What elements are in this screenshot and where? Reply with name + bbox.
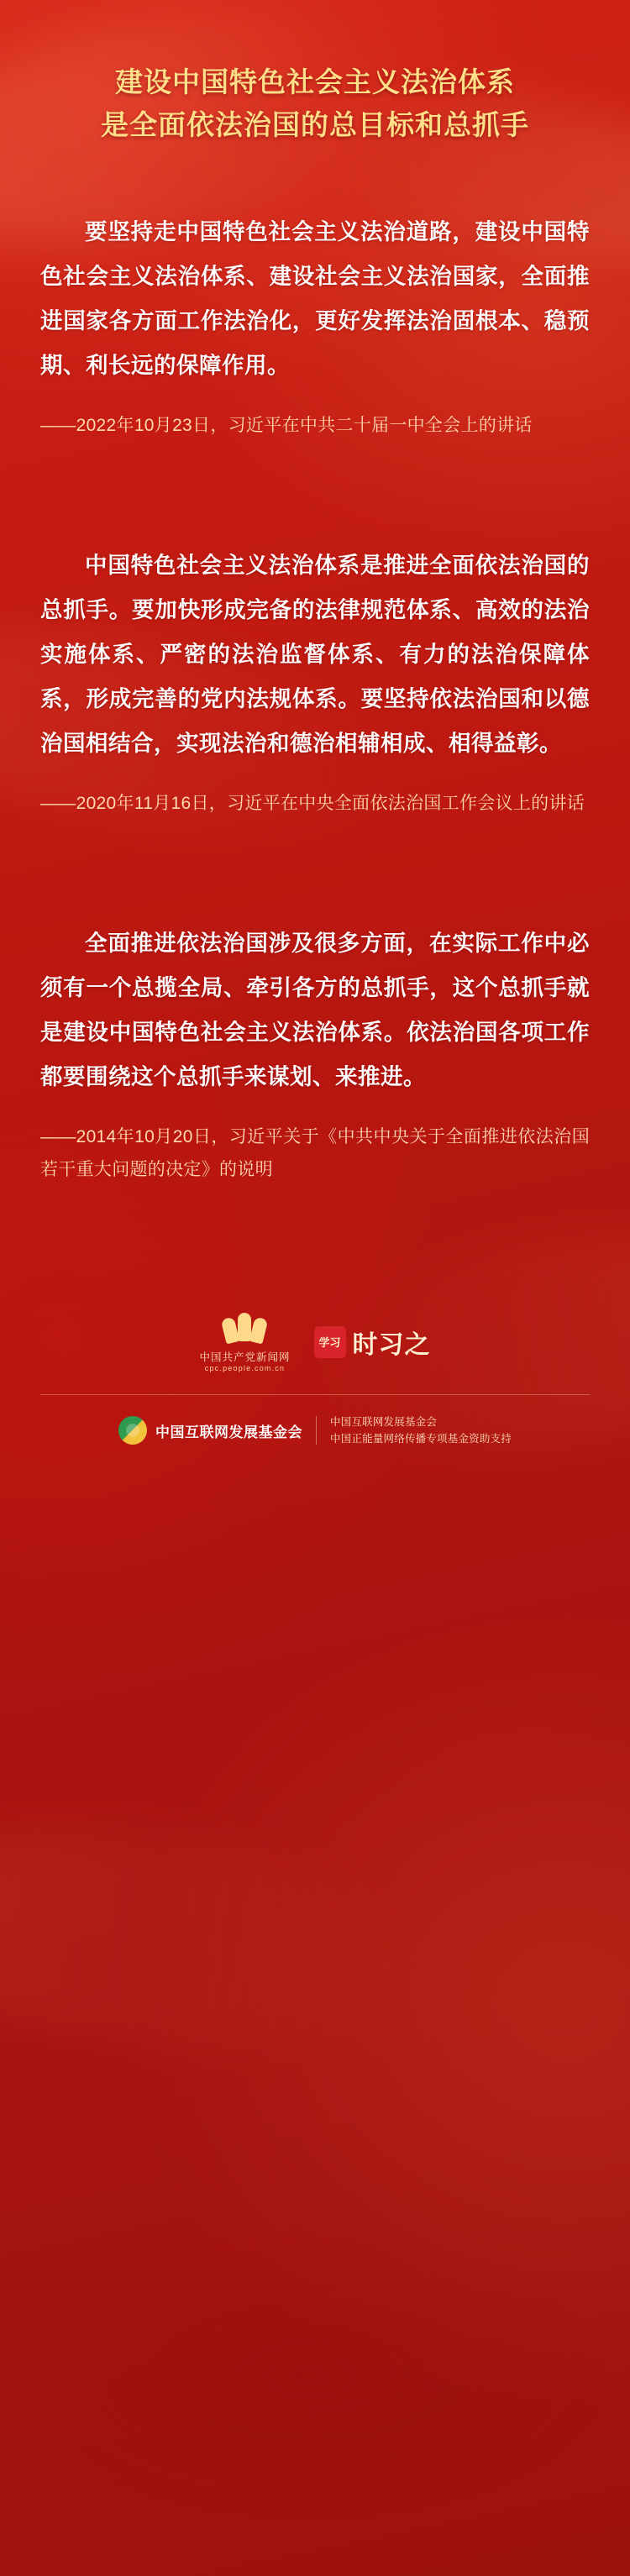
column-logo bbox=[314, 1324, 431, 1361]
fund-bar bbox=[40, 1394, 590, 1447]
quote-source-1: ——2022年10月23日，习近平在中共二十届一中全会上的讲话 bbox=[40, 416, 533, 436]
quote-source-2: ——2020年11月16日，习近平在中央全面依法治国工作会议上的讲话 bbox=[40, 794, 585, 814]
poster-footer bbox=[40, 1313, 590, 1482]
quote-text-2: 中国特色社会主义法治体系是推进全面依法治国的总抓手。要加快形成完备的法律规范体系、高效的法治实施体系、严密的法治监督体系、有力的法治保障体系，形成完善的党内法规体系。要坚持依法治国和以德治国相结合，实现法治和德治相辅相成、相得益彰。 bbox=[40, 553, 590, 757]
people-daily-name: 中国共产党新闻网 bbox=[199, 1351, 291, 1363]
seal-icon: 学习 bbox=[314, 1326, 346, 1358]
quote-source-3: ——2014年10月20日，习近平关于《中共中央关于全面推进依法治国若干重大问题的决定》的说明 bbox=[40, 1126, 590, 1179]
quote-section-1 bbox=[40, 210, 590, 443]
column-logo-text: 时习之 bbox=[352, 1331, 431, 1360]
fund-credit-line-2: 中国正能量网络传播专项基金资助支持 bbox=[330, 1433, 512, 1445]
people-daily-figures-icon bbox=[220, 1313, 269, 1348]
people-daily-logo bbox=[199, 1313, 290, 1373]
people-daily-url: cpc.people.com.cn bbox=[204, 1364, 286, 1373]
quote-section-2 bbox=[40, 543, 590, 821]
quote-text-1: 要坚持走中国特色社会主义法治道路，建设中国特色社会主义法治体系、建设社会主义法治国家，全面推进国家各方面工作法治化，更好发挥法治固根本、稳预期、利长远的保障作用。 bbox=[40, 219, 590, 379]
fund-credit bbox=[330, 1414, 512, 1447]
quote-text-3: 全面推进依法治国涉及很多方面，在实际工作中必须有一个总揽全局、牵引各方的总抓手，这个总抓手就是建设中国特色社会主义法治体系。依法治国各项工作都要围绕这个总抓手来谋划、来推进。 bbox=[40, 930, 590, 1089]
fund-logo bbox=[118, 1416, 302, 1445]
quote-section-3 bbox=[40, 921, 590, 1187]
fund-credit-line-1: 中国互联网发展基金会 bbox=[330, 1416, 438, 1429]
footer-divider bbox=[316, 1416, 317, 1445]
poster-title bbox=[40, 0, 590, 146]
title-line-1: 建设中国特色社会主义法治体系 bbox=[115, 66, 515, 97]
fund-name: 中国互联网发展基金会 bbox=[155, 1424, 303, 1440]
title-line-2: 是全面依法治国的总目标和总抓手 bbox=[101, 109, 529, 141]
china-internet-development-foundation-icon bbox=[118, 1416, 147, 1445]
footer-logos-row bbox=[40, 1313, 590, 1395]
